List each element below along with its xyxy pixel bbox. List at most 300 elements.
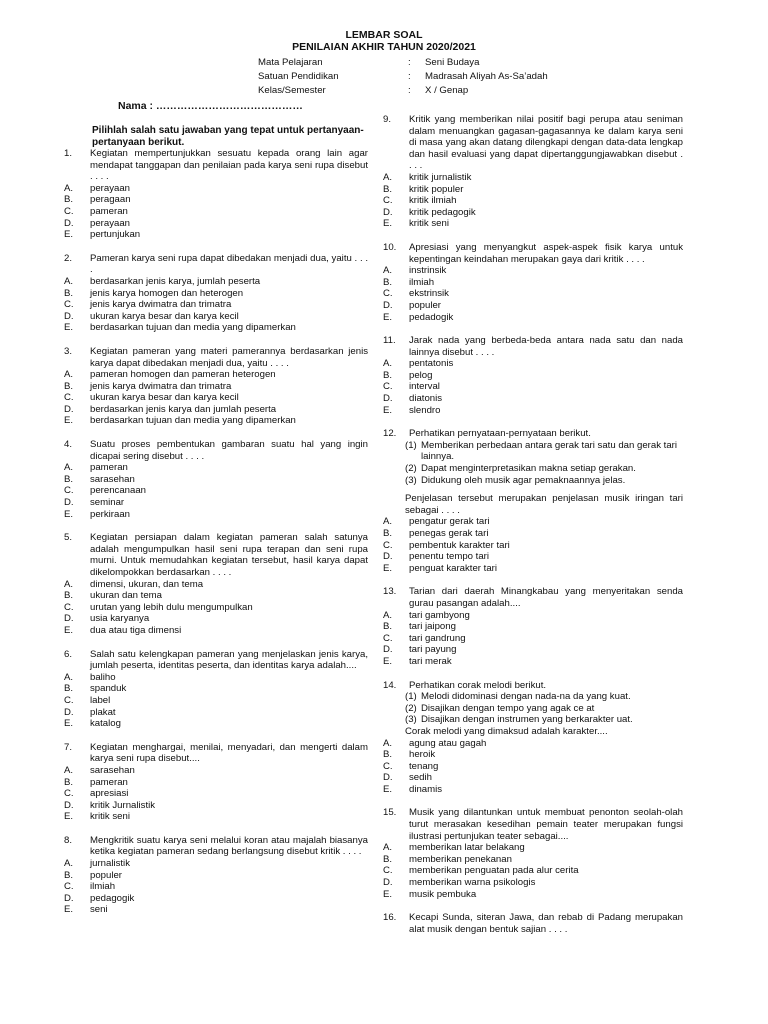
answer-option	[64, 485, 368, 497]
option-letter: A.	[64, 858, 74, 870]
question-number: 7.	[64, 741, 73, 753]
option-letter: C.	[64, 485, 74, 497]
option-letter: E.	[64, 624, 74, 636]
option-letter: C.	[64, 299, 74, 311]
option-text: katalog	[90, 718, 121, 730]
question-text: Kegiatan menghargai, menilai, menyadari, dan mengerti dalam karya seni rupa disebut....	[90, 741, 368, 765]
question-stem	[383, 586, 683, 609]
option-letter: D.	[383, 299, 393, 311]
meta-key: Kelas/Semester	[258, 85, 326, 96]
answer-option	[64, 683, 368, 695]
option-letter: D.	[383, 772, 393, 784]
question	[64, 148, 368, 241]
answer-option	[383, 563, 683, 575]
answer-option	[383, 610, 683, 622]
answer-option	[383, 288, 683, 300]
statement-text: Dapat menginterpretasikan makna setiap gerakan.	[421, 463, 636, 475]
option-letter: C.	[383, 760, 393, 772]
meta-value: Seni Budaya	[425, 57, 480, 68]
option-letter: C.	[383, 288, 393, 300]
question	[64, 835, 368, 916]
option-letter: A.	[383, 171, 393, 183]
sheet-subtitle: PENILAIAN AKHIR TAHUN 2020/2021	[292, 41, 476, 53]
option-letter: B.	[64, 473, 74, 485]
option-text: plakat	[90, 706, 116, 718]
option-text: tari gandrung	[409, 632, 466, 644]
answer-option	[383, 516, 683, 528]
option-text: ukuran dan tema	[90, 590, 162, 602]
option-letter: C.	[383, 865, 393, 877]
option-text: perayaan	[90, 182, 131, 194]
question-number: 12.	[383, 428, 397, 440]
option-letter: C.	[64, 881, 74, 893]
option-text: jurnalistik	[90, 858, 130, 870]
option-text: penguat karakter tari	[409, 562, 497, 574]
question-stem	[383, 428, 683, 440]
option-text: memberikan penekanan	[409, 853, 512, 865]
statement-text: Didukung oleh musik agar pemaknaannya jelas.	[421, 474, 626, 486]
answer-option	[64, 369, 368, 381]
option-text: baliho	[90, 671, 116, 683]
question-stem	[64, 439, 368, 462]
option-text: seni	[90, 904, 108, 916]
answer-option	[383, 784, 683, 796]
answer-option	[64, 579, 368, 591]
option-letter: C.	[64, 392, 74, 404]
option-letter: E.	[383, 404, 393, 416]
option-letter: A.	[383, 842, 393, 854]
option-letter: D.	[64, 706, 74, 718]
answer-option	[383, 184, 683, 196]
option-letter: A.	[383, 516, 393, 528]
answer-option	[64, 497, 368, 509]
question-number: 2.	[64, 252, 73, 264]
question-number: 16.	[383, 912, 397, 924]
answer-option	[64, 509, 368, 521]
question-number: 5.	[64, 532, 73, 544]
spacer	[383, 486, 683, 493]
answer-option	[383, 218, 683, 230]
answer-option	[64, 777, 368, 789]
question	[64, 649, 368, 730]
option-letter: C.	[383, 539, 393, 551]
question-stem	[64, 346, 368, 369]
option-text: slendro	[409, 404, 441, 416]
option-text: perkiraan	[90, 508, 130, 520]
option-letter: D.	[64, 613, 74, 625]
question-text: Kritik yang memberikan nilai positif bagi perupa atau seniman dalam menuangkan gagasan-gagasannya ke dalam karya seni di masa yang akan datang dilengkapi dengan data-data lengkap dan hasil evaluasi yang dapat dipertanggungjawabkan disebut . . . .	[409, 114, 683, 172]
option-text: ilmiah	[409, 276, 435, 288]
answer-option	[383, 265, 683, 277]
option-letter: D.	[64, 799, 74, 811]
option-letter: C.	[64, 205, 74, 217]
meta-value: Madrasah Aliyah As-Sa’adah	[425, 71, 548, 82]
answer-option	[64, 613, 368, 625]
option-letter: A.	[383, 609, 393, 621]
answer-option	[64, 462, 368, 474]
option-letter: B.	[383, 621, 393, 633]
statement-text: Memberikan perbedaan antara gerak tari satu dan gerak tari lainnya.	[421, 439, 677, 463]
question	[64, 532, 368, 636]
option-letter: C.	[64, 694, 74, 706]
option-text: berdasarkan tujuan dan media yang dipamerkan	[90, 415, 296, 427]
option-text: ilmiah	[90, 881, 116, 893]
option-letter: D.	[64, 310, 74, 322]
statement-number: (1)	[405, 439, 417, 451]
option-letter: B.	[383, 183, 393, 195]
option-text: tari jaipong	[409, 621, 456, 633]
name-line: Nama : ……………………………………	[118, 100, 303, 112]
question-text: Apresiasi yang menyangkut aspek-aspek fisik karya untuk kepentingan keindahan merupakan gaya dari kritik . . . .	[409, 241, 683, 265]
answer-option	[64, 474, 368, 486]
question-number: 6.	[64, 648, 73, 660]
question	[64, 253, 368, 334]
option-letter: B.	[383, 528, 393, 539]
option-letter: B.	[64, 194, 74, 206]
answer-option	[64, 183, 368, 195]
answer-option	[64, 206, 368, 218]
answer-option	[383, 381, 683, 393]
option-letter: D.	[64, 497, 74, 509]
option-text: jenis karya homogen dan heterogen	[90, 287, 244, 299]
answer-option	[64, 707, 368, 719]
question-stem	[383, 912, 683, 935]
option-letter: E.	[64, 415, 74, 427]
option-letter: D.	[383, 551, 393, 563]
answer-option	[383, 207, 683, 219]
option-text: populer	[90, 869, 123, 881]
question	[64, 742, 368, 823]
question	[64, 439, 368, 520]
question-stem	[64, 649, 368, 672]
answer-option	[383, 854, 683, 866]
answer-option	[383, 644, 683, 656]
option-text: tari merak	[409, 655, 452, 667]
answer-option	[64, 229, 368, 241]
answer-option	[64, 276, 368, 288]
answer-option	[383, 172, 683, 184]
answer-option	[383, 621, 683, 633]
answer-option	[383, 738, 683, 750]
meta-block	[258, 56, 658, 98]
option-letter: D.	[64, 403, 74, 415]
option-text: penentu tempo tari	[409, 551, 490, 563]
answer-option	[383, 312, 683, 324]
answer-option	[64, 322, 368, 334]
meta-row	[258, 70, 658, 84]
option-text: sarasehan	[90, 764, 135, 776]
option-letter: D.	[64, 892, 74, 904]
option-text: kritik seni	[90, 811, 130, 823]
option-letter: A.	[64, 578, 74, 590]
answer-option	[64, 404, 368, 416]
question	[383, 114, 683, 230]
answer-option	[64, 590, 368, 602]
option-text: berdasarkan tujuan dan media yang dipamerkan	[90, 322, 296, 334]
question-number: 1.	[64, 148, 73, 159]
answer-option	[383, 393, 683, 405]
option-text: perayaan	[90, 217, 131, 229]
option-letter: C.	[383, 381, 393, 393]
question-text: Salah satu kelengkapan pameran yang menjelaskan jenis karya, jumlah peserta, identitas peserta, dan identitas karya adalah....	[90, 648, 368, 672]
answer-option	[383, 877, 683, 889]
right-column	[383, 114, 683, 947]
option-text: tari payung	[409, 644, 457, 656]
option-text: pelog	[409, 369, 433, 381]
option-text: memberikan latar belakang	[409, 842, 525, 854]
option-text: tari gambyong	[409, 609, 470, 621]
option-letter: C.	[383, 195, 393, 207]
question-stem	[383, 114, 683, 172]
question	[383, 428, 683, 574]
answer-option	[64, 625, 368, 637]
option-text: tenang	[409, 760, 439, 772]
question-text: Perhatikan pernyataan-pernyataan berikut.	[409, 428, 591, 440]
answer-option	[383, 772, 683, 784]
option-letter: C.	[64, 601, 74, 613]
option-text: peragaan	[90, 194, 131, 206]
answer-option	[64, 870, 368, 882]
question-text: Suatu proses pembentukan gambaran suatu hal yang ingin dicapai sering disebut . . . .	[90, 439, 368, 462]
option-text: ekstrinsik	[409, 288, 449, 300]
option-letter: A.	[383, 265, 393, 277]
answer-option	[64, 811, 368, 823]
answer-option	[64, 788, 368, 800]
option-letter: C.	[64, 788, 74, 800]
question	[383, 335, 683, 416]
answer-option	[383, 551, 683, 563]
statement-number: (3)	[405, 474, 417, 486]
question-stem	[383, 335, 683, 358]
question-stem	[64, 253, 368, 276]
option-text: agung atau gagah	[409, 737, 487, 749]
option-letter: B.	[64, 590, 74, 602]
option-letter: D.	[64, 217, 74, 229]
option-text: kritik seni	[409, 218, 449, 230]
option-text: diatonis	[409, 393, 443, 405]
statement-number: (2)	[405, 702, 417, 714]
option-text: apresiasi	[90, 788, 129, 800]
option-text: sedih	[409, 772, 432, 784]
question	[383, 242, 683, 323]
option-letter: D.	[383, 877, 393, 889]
answer-option	[64, 893, 368, 905]
option-letter: B.	[383, 853, 393, 865]
statement-item	[383, 440, 683, 463]
option-text: usia karyanya	[90, 613, 150, 625]
option-letter: D.	[383, 206, 393, 218]
question-text: Kecapi Sunda, siteran Jawa, dan rebab di Padang merupakan alat musik dengan bentuk sajian . . . .	[409, 912, 683, 935]
option-text: pembentuk karakter tari	[409, 539, 510, 551]
answer-option	[64, 765, 368, 777]
option-text: pameran	[90, 205, 128, 217]
answer-option	[64, 381, 368, 393]
answer-option	[64, 881, 368, 893]
question-stem	[64, 742, 368, 765]
answer-option	[383, 358, 683, 370]
statement-item	[383, 463, 683, 475]
option-letter: B.	[383, 276, 393, 288]
question-number: 9.	[383, 114, 392, 125]
question-number: 8.	[64, 834, 73, 846]
question-prompt: Penjelasan tersebut merupakan penjelasan musik iringan tari sebagai . . . .	[405, 493, 683, 516]
option-letter: A.	[383, 737, 393, 749]
answer-option	[64, 194, 368, 206]
statement-text: Disajikan dengan instrumen yang berkarakter uat.	[421, 714, 633, 726]
question-prompt: Corak melodi yang dimaksud adalah karakter....	[405, 725, 608, 737]
option-letter: D.	[383, 393, 393, 405]
option-text: pentatonis	[409, 358, 454, 370]
option-letter: B.	[383, 369, 393, 381]
answer-option	[383, 889, 683, 901]
meta-row	[258, 84, 658, 98]
meta-colon: :	[408, 85, 411, 96]
option-text: pedadogik	[409, 311, 454, 323]
meta-value: X / Genap	[425, 85, 469, 96]
meta-row	[258, 56, 658, 70]
question-number: 15.	[383, 807, 397, 819]
option-letter: E.	[383, 218, 393, 230]
option-letter: E.	[64, 229, 74, 241]
option-letter: E.	[383, 562, 393, 574]
option-text: kritik pedagogik	[409, 206, 476, 218]
answer-option	[383, 761, 683, 773]
option-text: ukuran karya besar dan karya kecil	[90, 310, 239, 322]
option-letter: A.	[64, 275, 74, 287]
option-letter: E.	[383, 311, 393, 323]
option-letter: A.	[383, 358, 393, 370]
answer-option	[383, 277, 683, 289]
answer-option	[383, 195, 683, 207]
statement-item	[383, 691, 683, 703]
statement-number: (3)	[405, 714, 417, 726]
question	[383, 586, 683, 667]
option-text: memberikan warna psikologis	[409, 877, 536, 889]
option-text: penegas gerak tari	[409, 528, 489, 539]
option-text: kritik ilmiah	[409, 195, 457, 207]
option-letter: B.	[64, 683, 74, 695]
question-text: Jarak nada yang berbeda-beda antara nada satu dan nada lainnya disebut . . . .	[409, 335, 683, 358]
question-number: 11.	[383, 335, 396, 347]
left-column	[64, 148, 368, 928]
option-letter: E.	[383, 888, 393, 900]
option-letter: B.	[64, 869, 74, 881]
meta-colon: :	[408, 57, 411, 68]
question-number: 4.	[64, 439, 73, 451]
option-text: kritik populer	[409, 183, 464, 195]
meta-key: Satuan Pendidikan	[258, 71, 339, 82]
sheet-title: LEMBAR SOAL	[345, 29, 423, 41]
option-text: urutan yang lebih dulu mengumpulkan	[90, 601, 253, 613]
question-text: Perhatikan corak melodi berikut.	[409, 679, 547, 691]
option-text: label	[90, 694, 111, 706]
option-text: seminar	[90, 497, 125, 509]
question-number: 13.	[383, 586, 397, 598]
question-stem	[383, 680, 683, 692]
answer-option	[64, 218, 368, 230]
answer-option	[383, 540, 683, 552]
option-letter: E.	[383, 783, 393, 795]
answer-option	[64, 695, 368, 707]
question-text: Kegiatan mempertunjukkan sesuatu kepada orang lain agar mendapat tanggapan dan penilaian pada karya seni rupa disebut . . . .	[90, 148, 368, 183]
option-letter: E.	[64, 508, 74, 520]
statement-number: (2)	[405, 463, 417, 475]
option-text: berdasarkan jenis karya, jumlah peserta	[90, 275, 261, 287]
option-text: pameran	[90, 776, 128, 788]
question-stem	[383, 807, 683, 842]
answer-option	[64, 288, 368, 300]
option-letter: C.	[383, 632, 393, 644]
option-text: kritik Jurnalistik	[90, 799, 156, 811]
option-text: kritik jurnalistik	[409, 171, 472, 183]
answer-option	[383, 842, 683, 854]
option-text: heroik	[409, 749, 436, 761]
option-letter: B.	[64, 287, 74, 299]
question	[383, 912, 683, 935]
answer-option	[64, 800, 368, 812]
statement-item	[383, 475, 683, 487]
answer-option	[64, 415, 368, 427]
question-text: Musik yang dilantunkan untuk membuat penonton seolah-olah turut merasakan kesedihan pemain teater merupakan fungsi ilustrasi pertunjukan teater sebagai....	[409, 807, 683, 842]
question-stem	[64, 532, 368, 578]
option-text: jenis karya dwimatra dan trimatra	[90, 299, 232, 311]
answer-option	[64, 392, 368, 404]
answer-option	[64, 904, 368, 916]
question-text: Tarian dari daerah Minangkabau yang menyeritakan senda gurau pasangan adalah....	[409, 586, 683, 609]
answer-option	[383, 370, 683, 382]
question-stem	[383, 242, 683, 265]
option-text: pertunjukan	[90, 229, 141, 241]
option-letter: E.	[64, 718, 74, 730]
statement-item	[383, 714, 683, 726]
option-text: pengatur gerak tari	[409, 516, 490, 528]
question-stem	[64, 835, 368, 858]
question-text: Mengkritik suatu karya seni melalui koran atau majalah biasanya ketika kegiatan pameran sedang berlangsung disebut kritik . . . .	[90, 834, 368, 858]
answer-option	[64, 718, 368, 730]
option-text: ukuran karya besar dan karya kecil	[90, 392, 239, 404]
option-text: interval	[409, 381, 440, 393]
answer-option	[64, 858, 368, 870]
option-text: spanduk	[90, 683, 127, 695]
statement-text: Melodi didominasi dengan nada-na da yang kuat.	[421, 691, 631, 703]
answer-option	[383, 656, 683, 668]
answer-option	[383, 300, 683, 312]
option-letter: A.	[64, 671, 74, 683]
option-text: pameran homogen dan pameran heterogen	[90, 369, 276, 381]
answer-option	[383, 633, 683, 645]
question-number: 14.	[383, 679, 397, 691]
option-letter: E.	[64, 322, 74, 334]
option-text: musik pembuka	[409, 888, 477, 900]
option-text: jenis karya dwimatra dan trimatra	[90, 380, 232, 392]
question-stem	[64, 148, 368, 183]
option-letter: E.	[64, 904, 74, 916]
statement-number: (1)	[405, 691, 417, 703]
question-text: Pameran karya seni rupa dapat dibedakan menjadi dua, yaitu . . . .	[90, 252, 368, 276]
question-number: 3.	[64, 345, 73, 357]
answer-option	[64, 311, 368, 323]
answer-option	[64, 602, 368, 614]
option-text: populer	[409, 299, 442, 311]
option-text: instrinsik	[409, 265, 447, 277]
option-text: sarasehan	[90, 473, 135, 485]
question-text: Kegiatan persiapan dalam kegiatan pameran salah satunya adalah mengumpulkan hasil seni rupa terapan dan seni rupa murni. Untuk memudahkan kegiatan tersebut, hasil karya dapat dikelompokkan berdasarkan . . . .	[90, 532, 368, 578]
answer-option	[383, 405, 683, 417]
answer-option	[64, 672, 368, 684]
answer-option	[64, 299, 368, 311]
question	[64, 346, 368, 427]
option-letter: A.	[64, 764, 74, 776]
